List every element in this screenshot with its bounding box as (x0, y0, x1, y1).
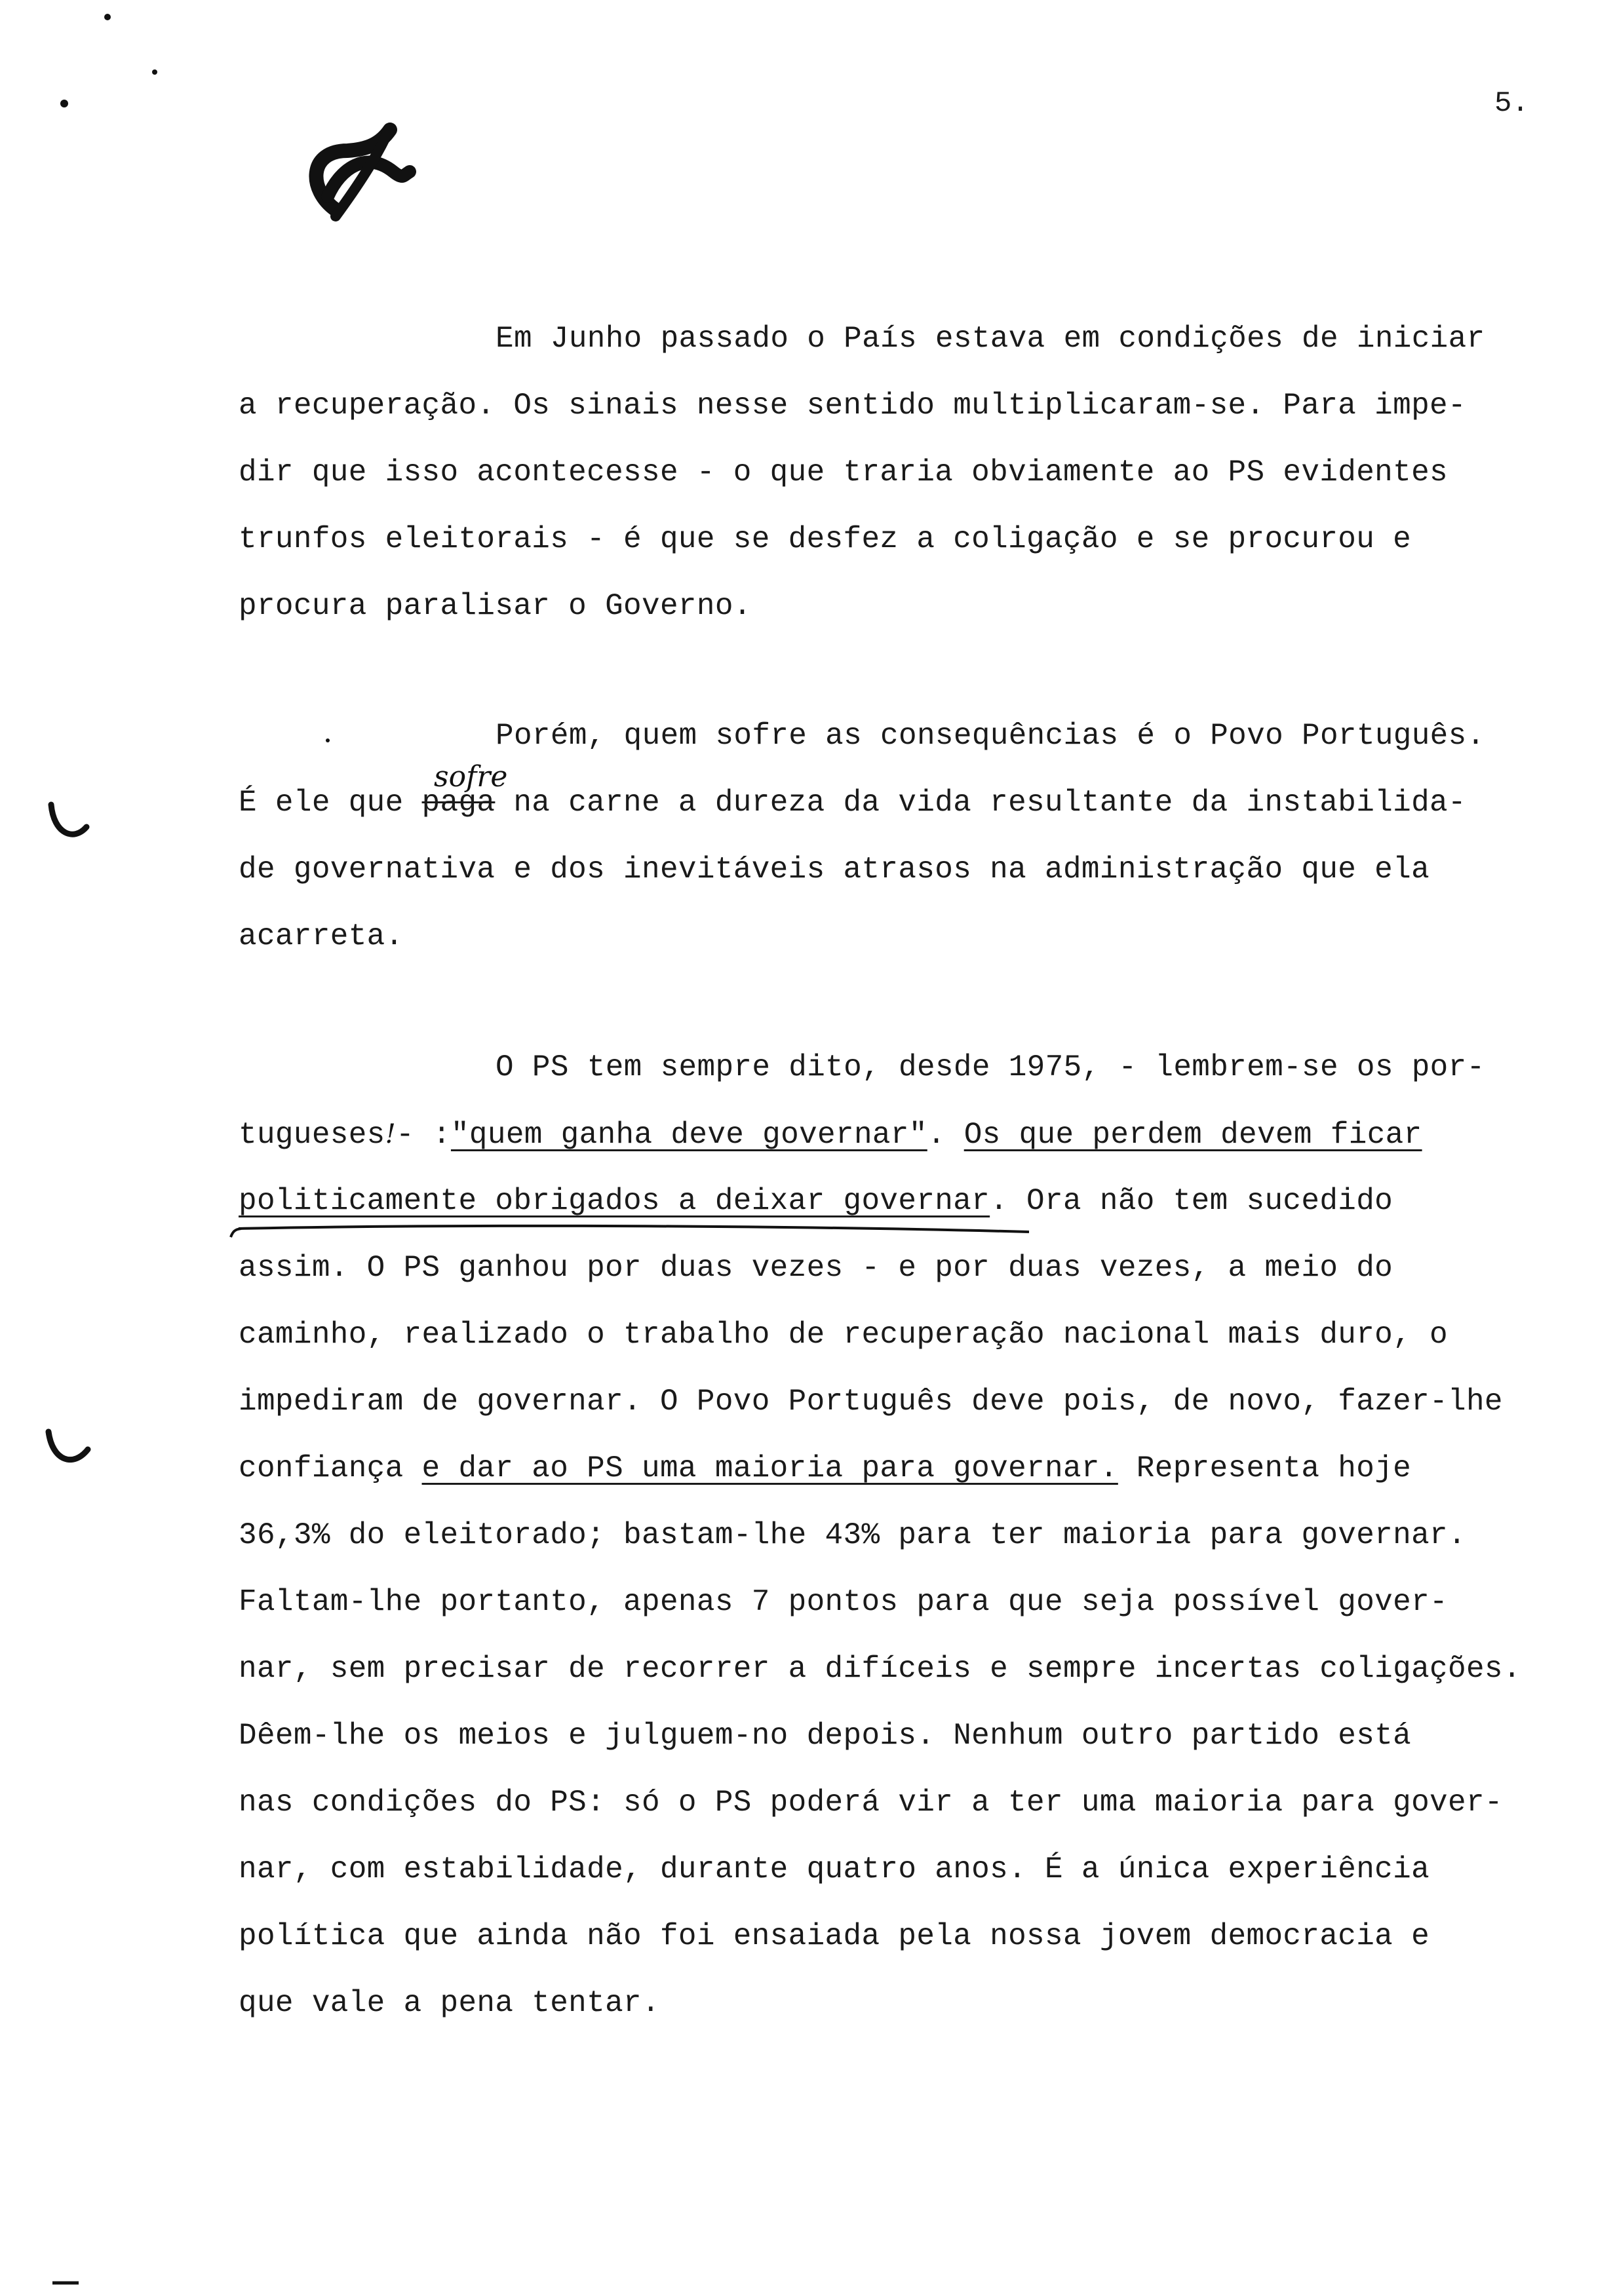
text-line (239, 1168, 1602, 1234)
text-line: nar, sem precisar de recorrer a difíceis e sempre incertas coligações. (239, 1652, 1521, 1686)
struck-word: paga (421, 786, 496, 820)
text-line: Porém, quem sofre as consequências é o Povo Português. (496, 719, 1485, 753)
text-segment: . Ora não tem sucedido (990, 1184, 1393, 1218)
underlined-phrase: politicamente obrigados a deixar governar (239, 1184, 990, 1218)
text-line: que vale a pena tentar. (239, 1986, 660, 2020)
text-segment: Representa hoje (1118, 1451, 1412, 1485)
text-segment: na carne a dureza da vida resultante da instabilida- (495, 786, 1466, 820)
text-line: nar, com estabilidade, durante quatro anos. É a única experiência (239, 1852, 1430, 1886)
handwritten-correction: sofre (434, 760, 508, 794)
handwritten-exclamation: ! (385, 1119, 397, 1149)
text-segment: - : (396, 1118, 451, 1152)
text-line: Dêem-lhe os meios e julguem-no depois. Nenhum outro partido está (239, 1719, 1412, 1753)
scan-dot (104, 14, 111, 20)
text-line (239, 1435, 1602, 1502)
paragraph-3 (239, 1034, 1602, 2037)
hole-punch-icon (51, 805, 87, 834)
text-segment: É ele que (239, 786, 422, 820)
paragraph-2 (239, 702, 1602, 970)
text-line: acarreta. (239, 919, 404, 953)
text-line: a recuperação. Os sinais nesse sentido multiplicaram-se. Para impe- (239, 389, 1466, 423)
text-line: O PS tem sempre dito, desde 1975, - lembrem-se os por- (496, 1050, 1485, 1084)
underlined-phrase: Os que perdem devem ficar (963, 1118, 1422, 1152)
text-line: nas condições do PS: só o PS poderá vir a ter uma maioria para gover- (239, 1786, 1503, 1820)
paragraph-1 (239, 305, 1602, 640)
text-line: política que ainda não foi ensaiada pela nossa jovem democracia e (239, 1919, 1430, 1953)
text-segment: confiança (239, 1451, 422, 1485)
text-line: Faltam-lhe portanto, apenas 7 pontos para que seja possível gover- (239, 1585, 1448, 1619)
hole-punch-icon (49, 1432, 88, 1460)
scan-dot (152, 69, 157, 75)
text-segment: tugueses (239, 1118, 385, 1152)
text-segment: . (927, 1118, 964, 1152)
text-line: caminho, realizado o trabalho de recuperação nacional mais duro, o (239, 1318, 1448, 1352)
underlined-phrase: e dar ao PS uma maioria para governar. (421, 1451, 1118, 1485)
text-line: impediram de governar. O Povo Português deve pois, de novo, fazer-lhe (239, 1385, 1503, 1419)
underlined-quote: "quem ganha deve governar" (450, 1118, 927, 1152)
text-line-with-quote (239, 1101, 1602, 1168)
text-line: assim. O PS ganhou por duas vezes - e por duas vezes, a meio do (239, 1251, 1393, 1285)
text-line: de governativa e dos inevitáveis atrasos na administração que ela (239, 852, 1430, 887)
text-line: dir que isso acontecesse - o que traria obviamente ao PS evidentes (239, 455, 1448, 489)
page-number: 5. (1494, 87, 1529, 120)
text-line: 36,3% do eleitorado; bastam-lhe 43% para ter maioria para governar. (239, 1518, 1466, 1552)
text-line: procura paralisar o Governo. (239, 589, 752, 623)
text-line: Em Junho passado o País estava em condições de iniciar (496, 322, 1485, 356)
pen-mark-icon (316, 128, 410, 216)
text-line: trunfos eleitorais - é que se desfez a coligação e se procurou e (239, 522, 1412, 556)
scan-dot (60, 100, 68, 107)
